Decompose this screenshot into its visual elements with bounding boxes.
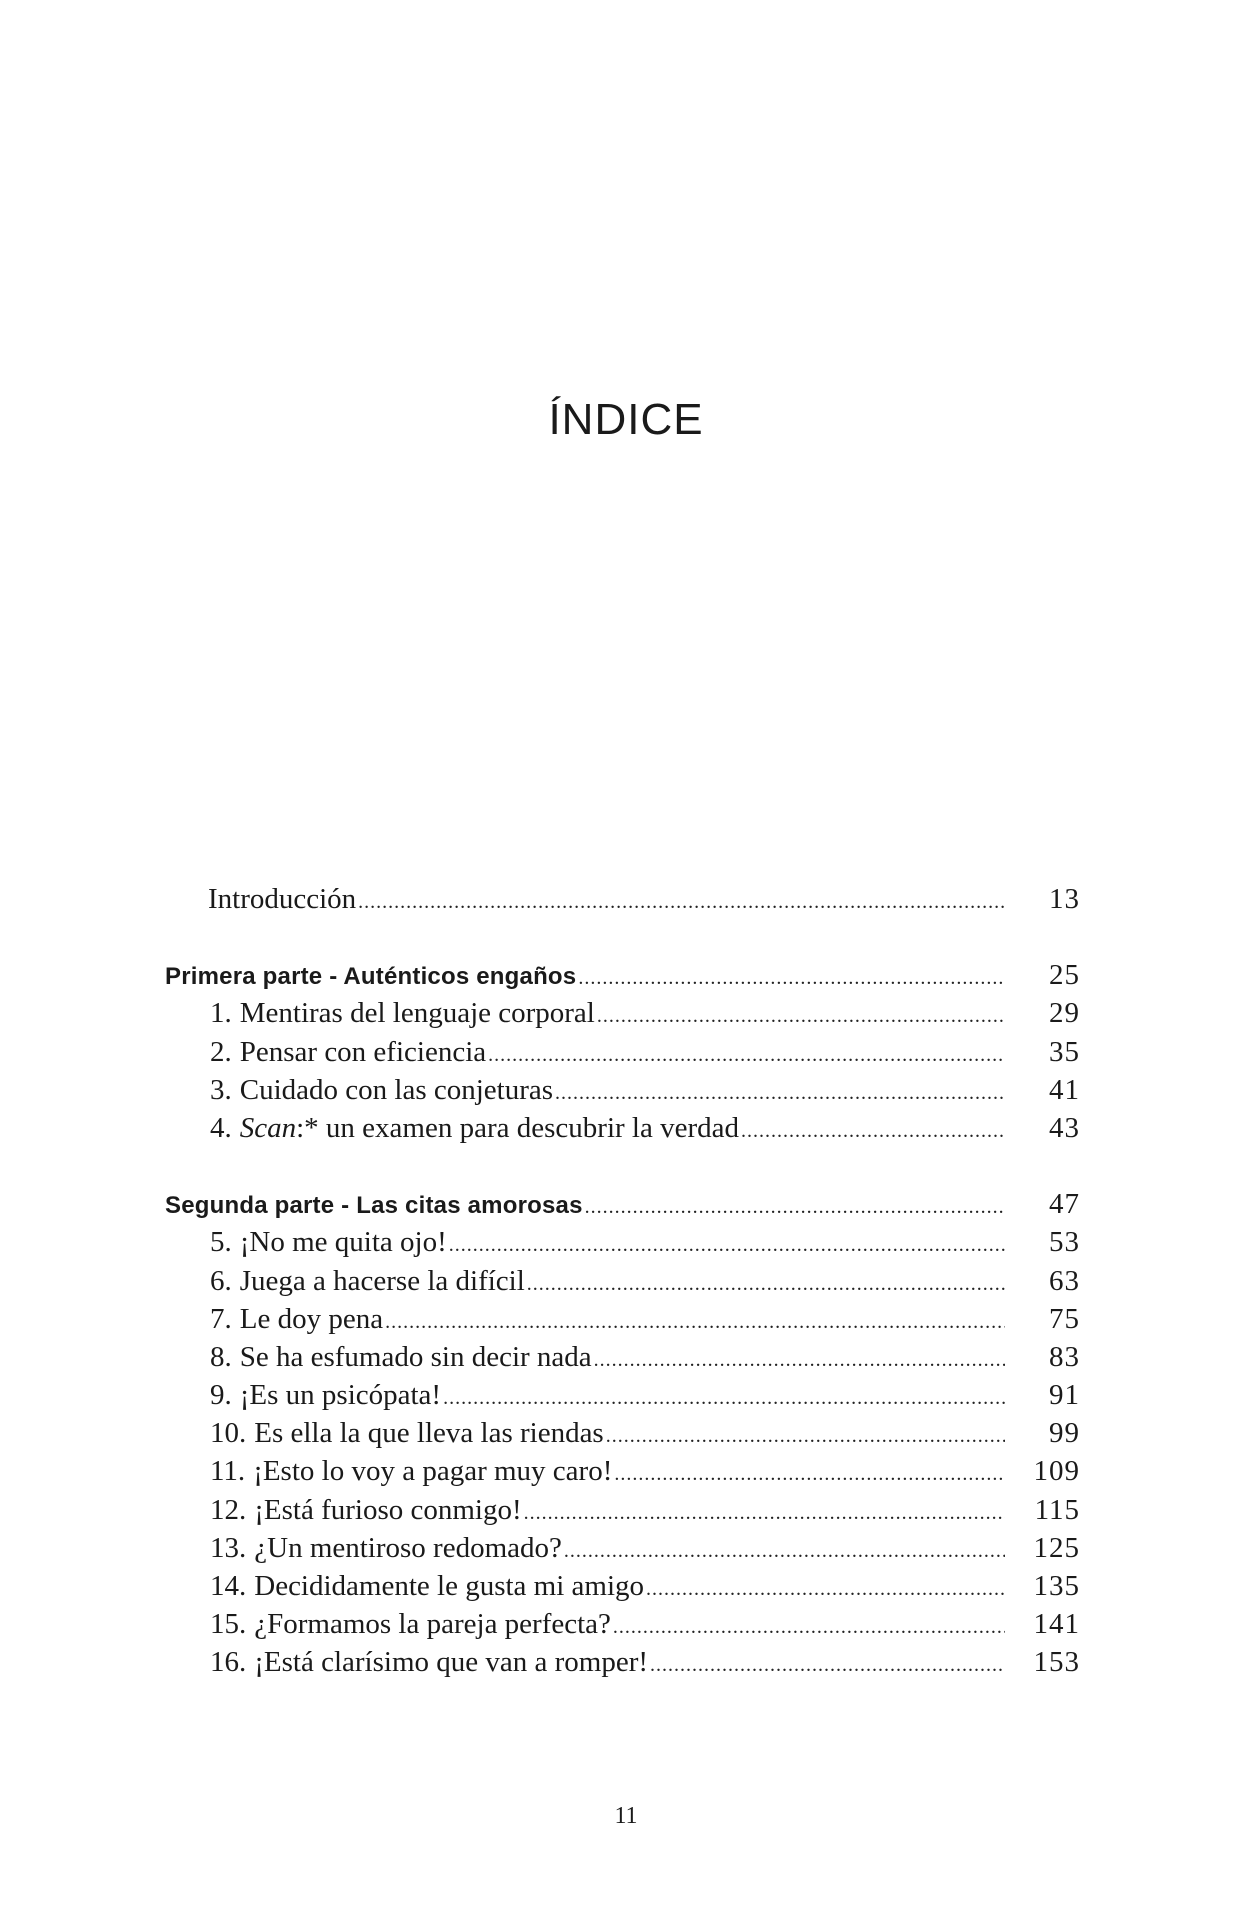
toc-chapter-3[interactable] <box>165 1071 1080 1109</box>
toc-chapter-7[interactable] <box>165 1300 1080 1338</box>
chapter-title: Pensar con eficiencia <box>239 1035 487 1068</box>
toc-chapter-11[interactable] <box>165 1452 1080 1490</box>
toc-chapter-9[interactable] <box>165 1376 1080 1414</box>
dot-leader <box>741 1112 1005 1150</box>
chapter-title: Mentiras del lenguaje corporal <box>239 997 595 1030</box>
dot-leader <box>597 997 1005 1035</box>
chapter-number: 15. <box>210 1608 247 1641</box>
chapter-number: 13. <box>210 1531 247 1564</box>
toc-page-number: 29 <box>1049 997 1080 1030</box>
toc-chapter-13[interactable] <box>165 1529 1080 1567</box>
chapter-number: 14. <box>210 1570 247 1602</box>
chapter-title: Juega a hacerse la difícil <box>239 1264 525 1297</box>
dot-leader <box>443 1379 1005 1417</box>
toc-page-number: 47 <box>1049 1188 1080 1221</box>
chapter-number: 10. <box>210 1417 247 1450</box>
chapter-title-italic: Scan <box>239 1111 297 1144</box>
toc-part-label: Primera parte - Auténticos engaños <box>165 963 577 991</box>
toc-page-number: 25 <box>1049 959 1080 992</box>
toc-chapter-16[interactable] <box>165 1643 1080 1681</box>
dot-leader <box>358 883 1005 921</box>
dot-leader <box>606 1417 1005 1455</box>
toc-page-number: 99 <box>1049 1417 1080 1450</box>
toc-page-number: 91 <box>1049 1379 1080 1412</box>
dot-leader <box>564 1532 1005 1570</box>
dot-leader <box>555 1074 1005 1112</box>
toc-chapter-5[interactable] <box>165 1223 1080 1261</box>
toc-page-number: 135 <box>1033 1570 1080 1602</box>
chapter-title: :* un examen para descubrir la verdad <box>296 1111 739 1144</box>
toc-part-1[interactable] <box>165 956 1080 994</box>
toc-chapter-8[interactable] <box>165 1338 1080 1376</box>
toc-chapter-4[interactable] <box>165 1109 1080 1147</box>
dot-leader <box>524 1494 1005 1532</box>
toc-page-number: 153 <box>1033 1646 1080 1679</box>
chapter-title: Decididamente le gusta mi amigo <box>254 1570 645 1602</box>
chapter-title: ¡Está furioso conmigo! <box>254 1493 522 1526</box>
chapter-number: 12. <box>210 1493 247 1526</box>
chapter-number: 9. <box>210 1379 232 1412</box>
toc-page-number: 43 <box>1049 1111 1080 1144</box>
toc-page-number: 109 <box>1033 1455 1080 1488</box>
page-number-footer: 11 <box>614 1803 638 1829</box>
dot-leader <box>613 1608 1005 1646</box>
chapter-number: 5. <box>210 1226 232 1259</box>
chapter-number: 11. <box>210 1455 246 1488</box>
chapter-title: ¡Es un psicópata! <box>239 1379 442 1412</box>
chapter-number: 2. <box>210 1035 232 1068</box>
toc-page-number: 13 <box>1049 883 1080 915</box>
toc-page-number: 125 <box>1033 1531 1080 1564</box>
chapter-title: Cuidado con las conjeturas <box>239 1073 554 1106</box>
dot-leader <box>578 959 1005 997</box>
chapter-title: Es ella la que lleva las riendas <box>254 1417 604 1450</box>
dot-leader <box>614 1455 1005 1493</box>
toc-page-number: 35 <box>1049 1035 1080 1068</box>
chapter-number: 3. <box>210 1073 232 1106</box>
chapter-number: 16. <box>210 1646 247 1679</box>
toc-part-2[interactable] <box>165 1185 1080 1223</box>
toc-page-number: 141 <box>1033 1608 1080 1641</box>
chapter-number: 7. <box>210 1302 232 1335</box>
toc-page-number: 115 <box>1034 1493 1080 1526</box>
toc-page-number: 75 <box>1049 1302 1080 1335</box>
toc-page-number: 53 <box>1049 1226 1080 1259</box>
dot-leader <box>385 1303 1005 1341</box>
toc-chapter-6[interactable] <box>165 1262 1080 1300</box>
dot-leader <box>527 1265 1005 1303</box>
toc-chapter-15[interactable] <box>165 1605 1080 1643</box>
page-title: ÍNDICE <box>548 395 704 444</box>
toc-entry-label: Introducción <box>208 883 357 915</box>
dot-leader <box>594 1341 1005 1379</box>
toc-chapter-14[interactable] <box>165 1567 1080 1605</box>
toc-chapter-10[interactable] <box>165 1414 1080 1452</box>
chapter-number: 1. <box>210 997 232 1030</box>
chapter-title: Le doy pena <box>239 1302 384 1335</box>
toc-chapter-1[interactable] <box>165 994 1080 1032</box>
table-of-contents <box>165 880 1080 1682</box>
chapter-title: ¿Formamos la pareja perfecta? <box>254 1608 611 1641</box>
toc-chapter-12[interactable] <box>165 1491 1080 1529</box>
toc-page-number: 41 <box>1049 1073 1080 1106</box>
dot-leader <box>650 1646 1005 1684</box>
chapter-number: 8. <box>210 1340 232 1373</box>
chapter-title: ¿Un mentiroso redomado? <box>254 1531 562 1564</box>
toc-entry-introduction[interactable] <box>165 880 1080 918</box>
toc-part-label: Segunda parte - Las citas amorosas <box>165 1192 583 1220</box>
chapter-title: ¡No me quita ojo! <box>239 1226 447 1259</box>
dot-leader <box>449 1226 1005 1264</box>
dot-leader <box>488 1036 1005 1074</box>
toc-page-number: 83 <box>1049 1340 1080 1373</box>
dot-leader <box>585 1188 1005 1226</box>
dot-leader <box>646 1570 1005 1608</box>
chapter-title: ¡Esto lo voy a pagar muy caro! <box>253 1455 613 1488</box>
toc-chapter-2[interactable] <box>165 1033 1080 1071</box>
chapter-number: 4. <box>210 1111 232 1144</box>
chapter-title: ¡Está clarísimo que van a romper! <box>254 1646 649 1679</box>
toc-page-number: 63 <box>1049 1264 1080 1297</box>
chapter-number: 6. <box>210 1264 232 1297</box>
chapter-title: Se ha esfumado sin decir nada <box>239 1340 592 1373</box>
